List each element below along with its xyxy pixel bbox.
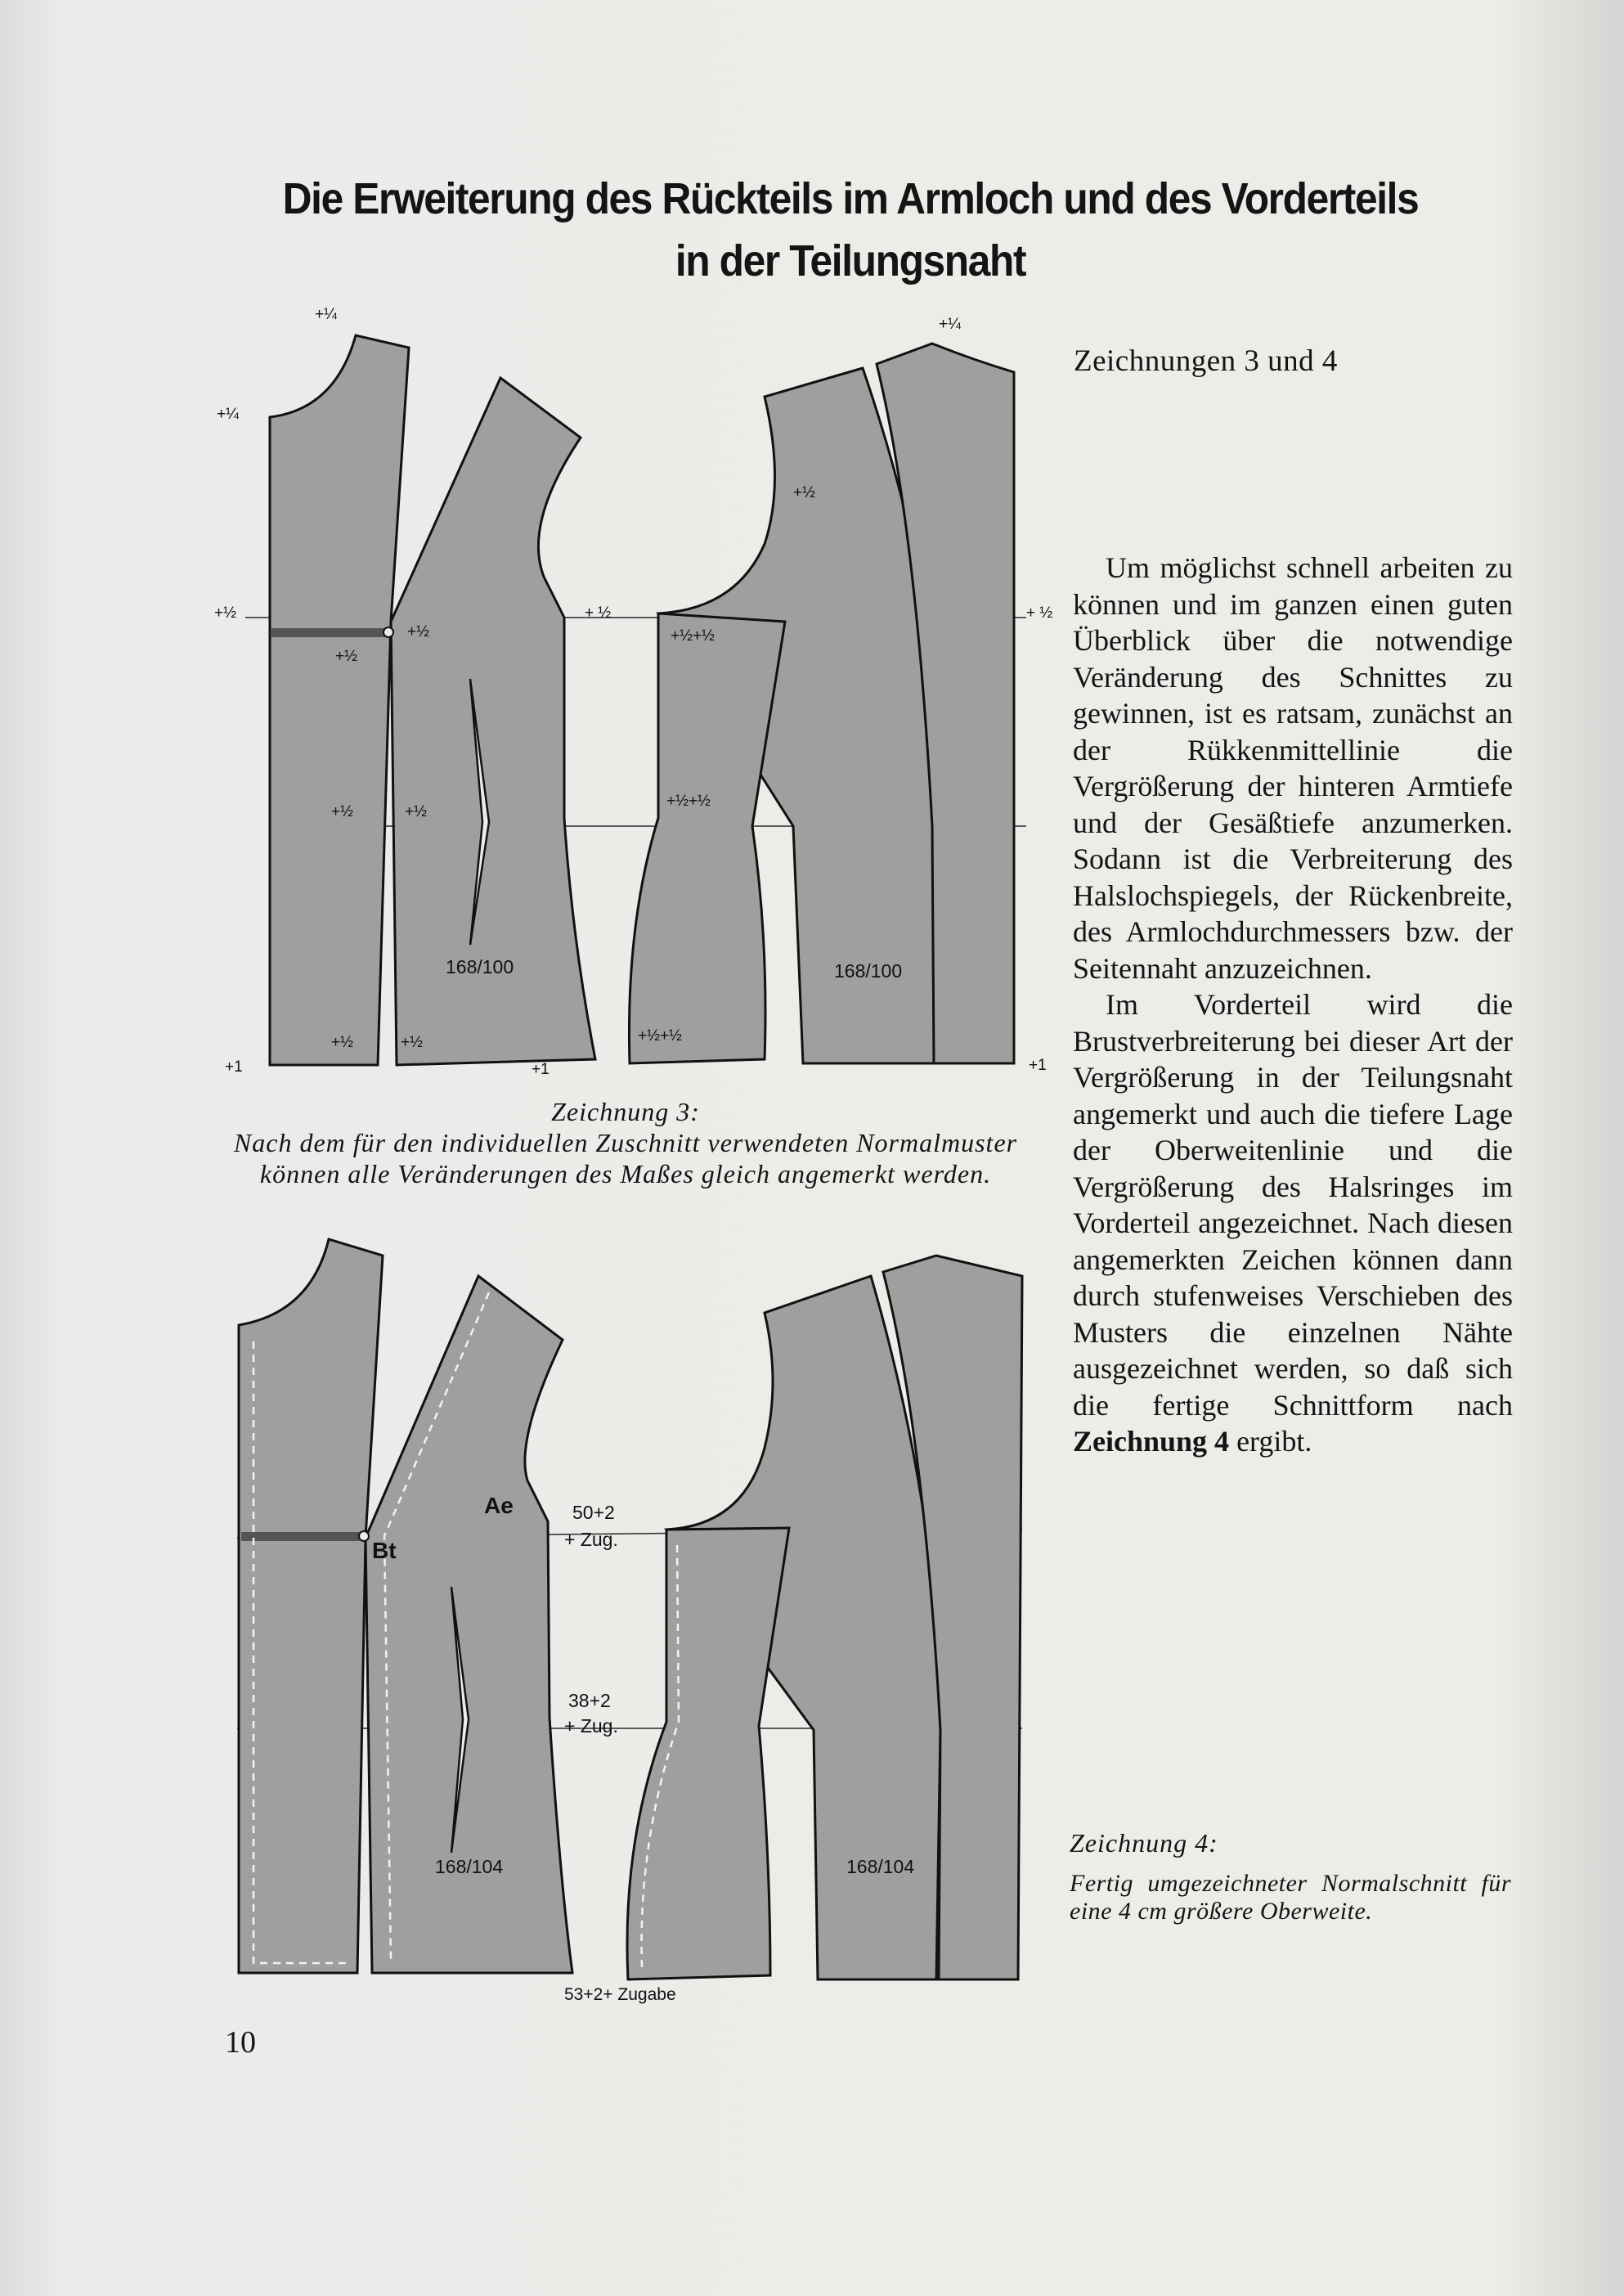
fig4-pivot-point xyxy=(359,1531,369,1541)
fig3-mark-below-pivot: +½ xyxy=(335,648,357,665)
figure-3 xyxy=(214,306,1052,1078)
figure-3-caption xyxy=(221,1096,1030,1189)
fig3-size-right: 168/100 xyxy=(834,960,903,982)
figure-3-caption-text: Nach dem für den individuellen Zuschnitt verwendeten Normalmuster können alle Veränderungen des Maßes gleich angemerkt werden. xyxy=(233,1128,1018,1188)
fig3-mark-hem-side: +½ xyxy=(401,1034,423,1051)
fig4-size-left: 168/104 xyxy=(435,1856,504,1877)
fig3-mark-waist-side: +½ xyxy=(405,803,427,820)
fig4-hatch xyxy=(241,1532,360,1541)
paragraph-2-end: ergibt. xyxy=(1236,1425,1312,1458)
figure-4-caption-title: Zeichnung 4: xyxy=(1070,1828,1218,1858)
fig3-mark-chest-back: +½ xyxy=(214,604,236,622)
fig3-mark-front-chest: +½+½ xyxy=(671,627,715,645)
fig3-pivot-point xyxy=(384,627,393,637)
fig3-mark-front-length: +1 xyxy=(1029,1057,1047,1074)
fig4-back-piece xyxy=(239,1239,383,1973)
figure-3-caption-title: Zeichnung 3: xyxy=(551,1097,700,1126)
fig3-mark-side-seam: + ½ xyxy=(585,604,612,622)
fig4-meas-chest-allowance: + Zug. xyxy=(564,1529,618,1550)
fig4-label-ae: Ae xyxy=(484,1493,514,1518)
fig3-mark-front-hem: +½+½ xyxy=(638,1027,682,1045)
fig3-mark-front-waist: +½+½ xyxy=(666,793,711,810)
fig4-meas-waist-allowance: + Zug. xyxy=(564,1715,618,1737)
fig3-hatch xyxy=(271,628,386,637)
figure-4 xyxy=(237,1239,1022,2004)
fig3-mark-front-chest-edge: + ½ xyxy=(1026,604,1053,622)
fig3-size-left: 168/100 xyxy=(446,956,514,977)
fig3-mark-hem-side-length: +1 xyxy=(532,1061,550,1078)
fig3-back-piece xyxy=(270,335,409,1065)
page-title-line-1: Die Erweiterung des Rückteils im Armloch und des Vorderteils xyxy=(282,174,1419,223)
fig3-front-piece xyxy=(629,613,785,1063)
fig3-mark-neck-depth: +¼ xyxy=(217,406,239,423)
fig4-meas-hip: 53+2+ Zugabe xyxy=(564,1985,676,2004)
drawings-reference: Zeichnungen 3 und 4 xyxy=(1074,344,1338,378)
paragraph-2-bold: Zeichnung 4 xyxy=(1073,1425,1230,1458)
fig4-front-piece xyxy=(627,1528,789,1979)
fig3-mark-armhole: +½ xyxy=(793,484,815,501)
fig3-mark-hem-length: +1 xyxy=(225,1058,243,1076)
page-title-line-2: in der Teilungsnaht xyxy=(675,236,1026,285)
fig4-meas-waist: 38+2 xyxy=(568,1690,611,1711)
page-number: 10 xyxy=(225,2025,256,2060)
fig3-mark-chest-pivot: +½ xyxy=(407,623,429,640)
paragraph-1: Um möglichst schnell arbeiten zu können und im ganzen einen guten Überblick über die notwendige Veränderung des Schnittes zu gewinnen, ist es ratsam, zunächst an der Rükkenmittellinie die Vergrößerung der hinteren Armtiefe und der Gesäßtiefe anzumerken. Sodann ist die Verbreiterung des Halslochspiegels, der Rückenbreite, des Armlochdurchmessers bzw. der Seitennaht anzuzeichnen. xyxy=(1073,551,1513,985)
fig3-mark-waist-back: +½ xyxy=(331,803,353,820)
fig4-size-right: 168/104 xyxy=(846,1856,915,1877)
fig4-meas-chest: 50+2 xyxy=(572,1502,615,1523)
fig3-mark-neck-back: +¼ xyxy=(315,306,337,323)
fig3-mark-hem-back: +½ xyxy=(331,1034,353,1051)
fig3-mark-neck-front: +¼ xyxy=(939,316,961,333)
paragraph-2-start: Im Vorderteil wird die Brustverbreiterung bei dieser Art der Vergrößerung in der Teilungsnaht angemerkt und auch die tiefere Lage der Oberweitenlinie und die Vergrößerung des Halsringes im Vorderteil angezeichnet. Nach diesen angemerkten Zeichen können dann durch stufenweises Verschieben des Musters die einzelnen Nähte ausgezeichnet werden, so daß sich die fertige Schnittform nach xyxy=(1073,988,1513,1422)
fig4-label-bt: Bt xyxy=(372,1538,397,1563)
figure-4-caption-text: Fertig umgezeichneter Normalschnitt für eine 4 cm größere Oberweite. xyxy=(1070,1870,1511,1925)
